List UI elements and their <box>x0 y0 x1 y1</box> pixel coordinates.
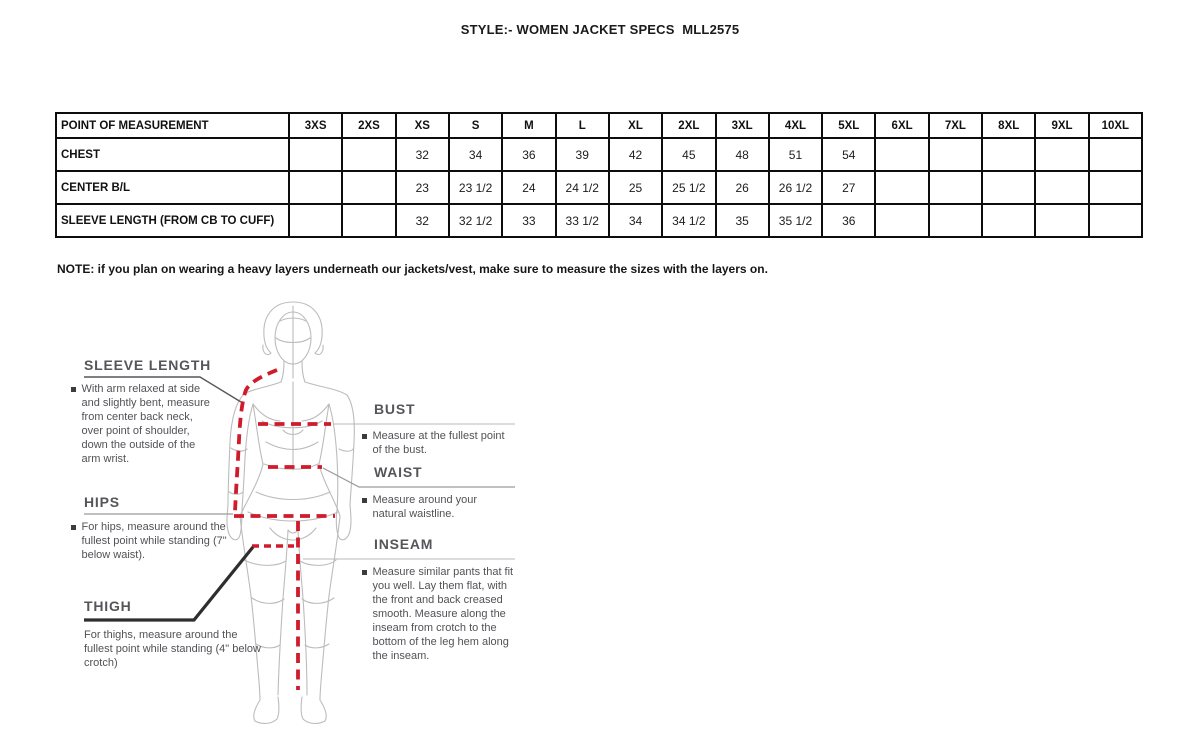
col-header-size: L <box>556 113 609 138</box>
col-header-size: 2XS <box>342 113 395 138</box>
size-value-cell: 42 <box>609 138 662 171</box>
bullet-icon <box>362 570 367 575</box>
note-text: NOTE: if you plan on wearing a heavy layers underneath our jackets/vest, make sure to measure the sizes with the layers on. <box>57 262 768 276</box>
hips-description-text: For hips, measure around the fullest point while standing (7" below waist). <box>81 521 227 561</box>
bullet-icon <box>362 434 367 439</box>
bust-description <box>362 430 512 458</box>
col-header-size: 7XL <box>929 113 982 138</box>
size-value-cell: 54 <box>822 138 875 171</box>
size-value-cell: 48 <box>716 138 769 171</box>
row-label: CENTER B/L <box>56 171 289 204</box>
bullet-icon <box>71 387 76 392</box>
col-header-size: 4XL <box>769 113 822 138</box>
size-value-cell: 32 1/2 <box>449 204 502 237</box>
figure-face-grid <box>276 306 310 378</box>
col-header-size: 2XL <box>662 113 715 138</box>
row-label: CHEST <box>56 138 289 171</box>
hips-label: HIPS <box>84 494 120 510</box>
col-header-size: XL <box>609 113 662 138</box>
col-header-point-of-measurement: POINT OF MEASUREMENT <box>56 113 289 138</box>
thigh-label: THIGH <box>84 598 132 614</box>
figure-shoulders <box>244 382 347 395</box>
size-value-cell: 34 1/2 <box>662 204 715 237</box>
thigh-description-text: For thighs, measure around the fullest point while standing (4" below crotch) <box>84 629 261 669</box>
size-value-cell: 39 <box>556 138 609 171</box>
col-header-size: XS <box>396 113 449 138</box>
size-value-cell: 32 <box>396 204 449 237</box>
size-value-cell: 24 <box>502 171 555 204</box>
col-header-size: 3XS <box>289 113 342 138</box>
size-value-cell: 25 <box>609 171 662 204</box>
figure-feet <box>254 697 326 723</box>
size-value-cell: 35 1/2 <box>769 204 822 237</box>
hips-description <box>71 521 233 563</box>
col-header-size: 10XL <box>1089 113 1142 138</box>
col-header-size: S <box>449 113 502 138</box>
col-header-size: M <box>502 113 555 138</box>
figure-torso <box>240 382 340 521</box>
size-value-cell: 33 <box>502 204 555 237</box>
inseam-label: INSEAM <box>374 536 434 552</box>
sleeve-length-description <box>71 383 212 467</box>
size-value-cell: 34 <box>449 138 502 171</box>
figure-legs <box>240 516 340 700</box>
col-header-size: 8XL <box>982 113 1035 138</box>
col-header-size: 3XL <box>716 113 769 138</box>
page-title: STYLE:- WOMEN JACKET SPECS MLL2575 <box>460 22 740 37</box>
sleeve-length-description-text: With arm relaxed at side and slightly bent, measure from center back neck, over point of shoulder, down the outside of the arm wrist. <box>81 383 210 465</box>
size-value-cell: 45 <box>662 138 715 171</box>
size-value-cell: 32 <box>396 138 449 171</box>
inseam-description-text: Measure similar pants that fit you well. Lay them flat, with the front and back creased smooth. Measure along the inseam from crotch to the bottom of the leg hem along the inseam. <box>372 566 514 662</box>
size-value-cell: 36 <box>502 138 555 171</box>
size-value-cell: 26 <box>716 171 769 204</box>
size-value-cell: 26 1/2 <box>769 171 822 204</box>
inseam-description <box>362 566 520 664</box>
col-header-size: 5XL <box>822 113 875 138</box>
bullet-icon <box>362 498 367 503</box>
waist-description <box>362 494 512 522</box>
size-value-cell: 35 <box>716 204 769 237</box>
waist-description-text: Measure around your natural waistline. <box>372 494 478 520</box>
waist-label: WAIST <box>374 464 423 480</box>
size-value-cell: 25 1/2 <box>662 171 715 204</box>
row-label: SLEEVE LENGTH (FROM CB TO CUFF) <box>56 204 289 237</box>
size-value-cell: 36 <box>822 204 875 237</box>
size-value-cell: 24 1/2 <box>556 171 609 204</box>
sleeve-measure-line <box>235 370 277 512</box>
size-value-cell: 27 <box>822 171 875 204</box>
size-value-cell: 51 <box>769 138 822 171</box>
size-value-cell: 33 1/2 <box>556 204 609 237</box>
bust-description-text: Measure at the fullest point of the bust. <box>372 430 505 456</box>
col-header-size: 6XL <box>875 113 928 138</box>
size-value-cell: 23 1/2 <box>449 171 502 204</box>
thigh-description <box>84 629 264 671</box>
sleeve-length-label: SLEEVE LENGTH <box>84 357 212 373</box>
size-value-cell: 34 <box>609 204 662 237</box>
col-header-size: 9XL <box>1035 113 1088 138</box>
bullet-icon <box>71 525 76 530</box>
size-value-cell: 23 <box>396 171 449 204</box>
bust-label: BUST <box>374 401 416 417</box>
figure-right-arm <box>329 395 354 540</box>
